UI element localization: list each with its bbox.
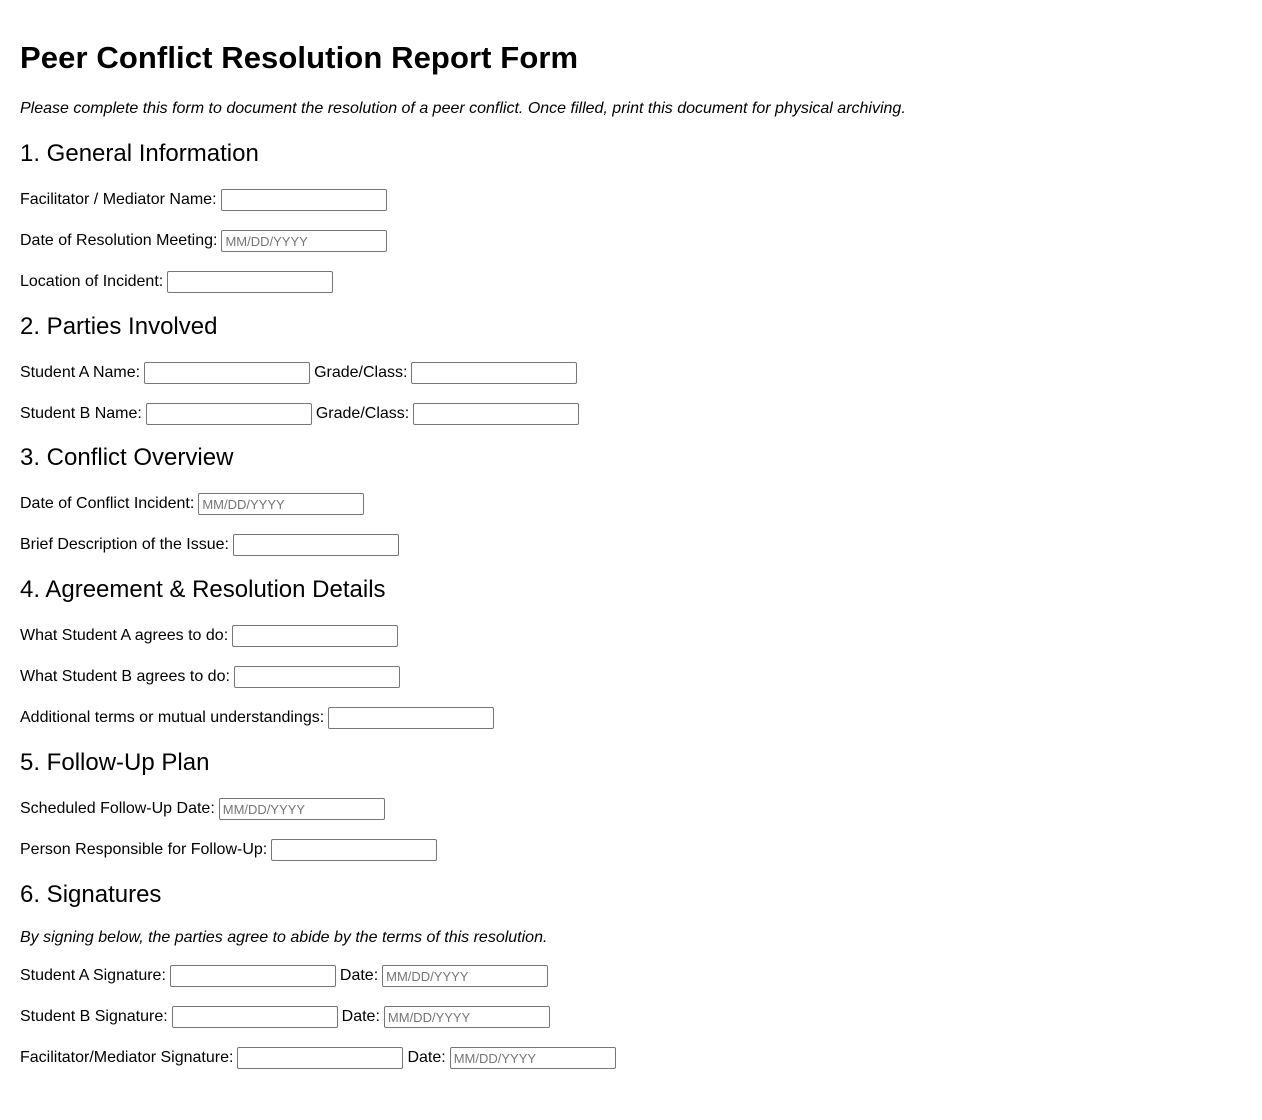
description-row [20, 533, 403, 557]
student-b-sign-date-label: Date: [341, 1008, 380, 1025]
student-a-name-label: Student A Name: [20, 364, 141, 381]
additional-terms-label: Additional terms or mutual understandings: [20, 709, 325, 726]
student-a-sign-date-input[interactable] [382, 965, 548, 987]
student-a-grade-input[interactable] [411, 362, 577, 384]
student-b-signature-label: Student B Signature: [20, 1008, 168, 1025]
followup-person-label: Person Responsible for Follow-Up: [20, 841, 268, 858]
followup-date-row [20, 797, 389, 821]
student-a-sign-date-label: Date: [339, 967, 379, 984]
section-overview-heading: 3. Conflict Overview [20, 444, 234, 471]
location-label: Location of Incident: [20, 273, 164, 290]
student-a-signature-input[interactable] [170, 965, 336, 987]
meeting-date-row [20, 229, 391, 253]
followup-person-input[interactable] [271, 839, 437, 861]
student-b-row [20, 402, 583, 426]
conflict-date-label: Date of Conflict Incident: [20, 495, 195, 512]
facilitator-name-input[interactable] [221, 189, 387, 211]
additional-terms-row [20, 706, 498, 730]
student-a-agrees-input[interactable] [232, 625, 398, 647]
section-general-heading: 1. General Information [20, 140, 259, 167]
student-a-signature-label: Student A Signature: [20, 967, 166, 984]
facilitator-row [20, 188, 391, 212]
section-agreement-heading: 4. Agreement & Resolution Details [20, 576, 386, 603]
facilitator-signature-row [20, 1046, 620, 1070]
description-label: Brief Description of the Issue: [20, 536, 229, 553]
page-title: Peer Conflict Resolution Report Form [20, 40, 579, 75]
followup-date-input[interactable] [219, 798, 385, 820]
additional-terms-input[interactable] [328, 707, 494, 729]
section-signatures-heading: 6. Signatures [20, 881, 162, 908]
student-b-agrees-row [20, 665, 404, 689]
meeting-date-input[interactable] [221, 230, 387, 252]
student-b-sign-date-input[interactable] [384, 1006, 550, 1028]
followup-date-label: Scheduled Follow-Up Date: [20, 800, 215, 817]
student-b-name-input[interactable] [146, 403, 312, 425]
signatures-note: By signing below, the parties agree to abide by the terms of this resolution. [20, 929, 548, 946]
student-a-agrees-row [20, 624, 402, 648]
student-b-grade-label: Grade/Class: [315, 405, 410, 422]
section-parties-heading: 2. Parties Involved [20, 313, 218, 340]
student-a-name-input[interactable] [144, 362, 310, 384]
location-input[interactable] [167, 271, 333, 293]
facilitator-sign-date-input[interactable] [450, 1047, 616, 1069]
student-b-name-label: Student B Name: [20, 405, 142, 422]
student-b-agrees-input[interactable] [234, 666, 400, 688]
student-a-row [20, 361, 581, 385]
student-a-grade-label: Grade/Class: [314, 364, 408, 381]
facilitator-label: Facilitator / Mediator Name: [20, 191, 217, 208]
student-b-agrees-label: What Student B agrees to do: [20, 668, 230, 685]
location-row [20, 270, 337, 294]
student-b-signature-input[interactable] [172, 1006, 338, 1028]
conflict-date-row [20, 492, 368, 516]
section-followup-heading: 5. Follow-Up Plan [20, 749, 210, 776]
student-b-signature-row [20, 1005, 554, 1029]
facilitator-sign-date-label: Date: [407, 1049, 446, 1066]
description-input[interactable] [233, 534, 399, 556]
conflict-date-input[interactable] [198, 493, 364, 515]
intro-text: Please complete this form to document the resolution of a peer conflict. Once filled, print this document for physical archiving. [20, 100, 906, 117]
facilitator-signature-label: Facilitator/Mediator Signature: [20, 1049, 234, 1066]
followup-person-row [20, 838, 441, 862]
student-b-grade-input[interactable] [413, 403, 579, 425]
facilitator-signature-input[interactable] [237, 1047, 403, 1069]
student-a-signature-row [20, 964, 552, 988]
meeting-date-label: Date of Resolution Meeting: [20, 232, 218, 249]
student-a-agrees-label: What Student A agrees to do: [20, 627, 229, 644]
